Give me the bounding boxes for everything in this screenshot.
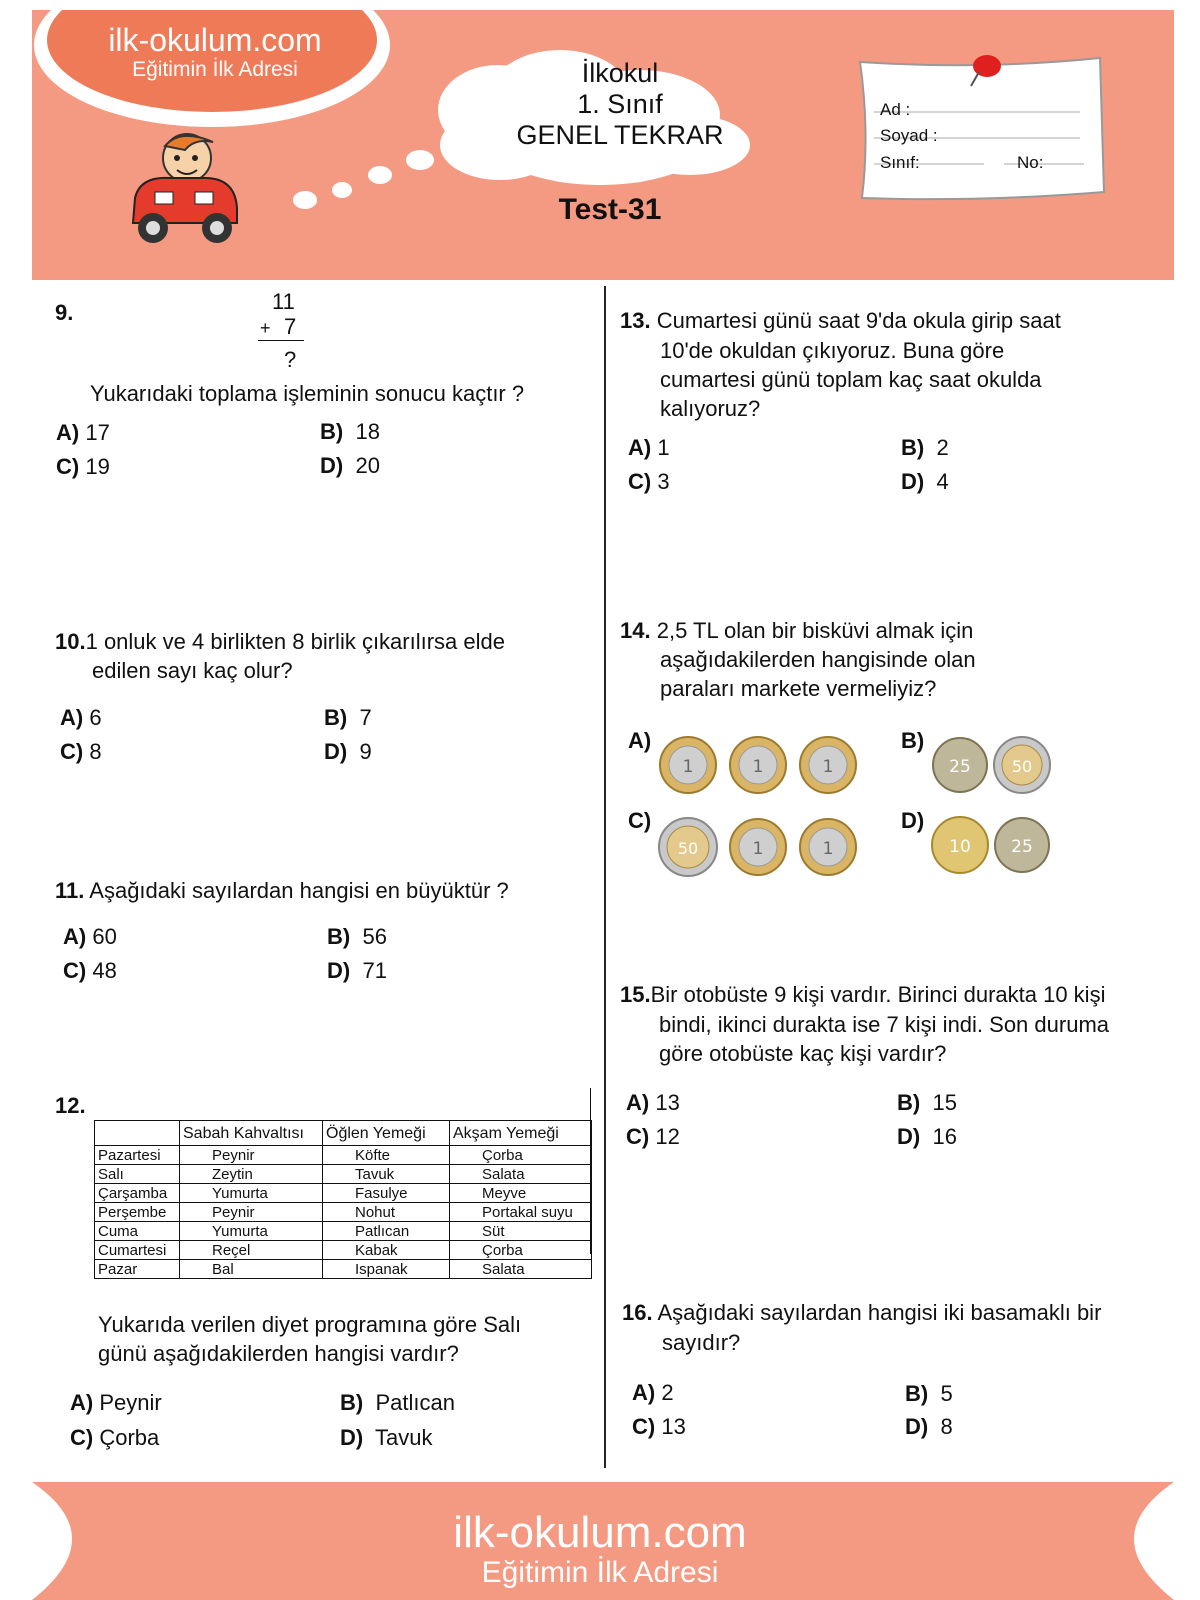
q14-line1 xyxy=(620,616,973,645)
option-letter: A) xyxy=(60,705,84,730)
option-letter: A) xyxy=(628,728,652,753)
q12-line2: günü aşağıdakilerden hangisi vardır? xyxy=(98,1341,459,1366)
q13-line2: 10'de okuldan çıkıyoruz. Buna göre xyxy=(660,338,1005,363)
table-cell: Süt xyxy=(450,1222,592,1241)
q14-coins-a xyxy=(658,734,858,796)
option-letter: D) xyxy=(324,739,348,764)
table-cell: Yumurta xyxy=(180,1222,323,1241)
q14-coins-d xyxy=(930,814,1060,876)
coin-1tl-icon xyxy=(730,819,786,875)
option-value: Tavuk xyxy=(375,1425,433,1450)
option-value: 2 xyxy=(936,435,949,460)
coin-1tl-icon xyxy=(800,737,856,793)
q15-line3: göre otobüste kaç kişi vardır? xyxy=(659,1041,947,1066)
table-header-row xyxy=(95,1121,592,1146)
q12-line1: Yukarıda verilen diyet programına göre Salı xyxy=(98,1312,522,1337)
option-letter: B) xyxy=(324,705,348,730)
option-letter: A) xyxy=(70,1390,94,1415)
table-row xyxy=(95,1222,592,1241)
option-letter: C) xyxy=(70,1425,94,1450)
option-value: Peynir xyxy=(99,1390,162,1415)
q15-number: 15. xyxy=(620,982,651,1007)
q13-number: 13. xyxy=(620,308,651,333)
option-letter: C) xyxy=(632,1414,656,1439)
q13-option-b[interactable] xyxy=(901,435,949,461)
table-cell: Peynir xyxy=(180,1203,323,1222)
q10-line1 xyxy=(55,627,505,656)
table-cell: Salı xyxy=(95,1165,180,1184)
q12-number: 12. xyxy=(55,1093,86,1118)
q11-text: Aşağıdaki sayılardan hangisi en büyüktür ? xyxy=(89,878,509,903)
cloud-line-level: İlkokul xyxy=(581,58,659,88)
q16-option-a[interactable] xyxy=(632,1380,674,1406)
option-value: 56 xyxy=(362,924,387,949)
q9-option-c[interactable] xyxy=(56,454,110,480)
coin-label: 50 xyxy=(1011,757,1033,776)
table-cell: Köfte xyxy=(323,1146,450,1165)
q14-line3: paraları markete vermeliyiz? xyxy=(660,676,937,701)
q10-option-a[interactable] xyxy=(60,705,102,731)
option-value: 8 xyxy=(940,1414,953,1439)
table-cell: Portakal suyu xyxy=(450,1203,592,1222)
table-header-cell: Öğlen Yemeği xyxy=(323,1121,450,1146)
coin-50kurus-icon xyxy=(659,818,717,876)
q13-option-d[interactable] xyxy=(901,469,949,495)
coin-25kurus-icon xyxy=(933,738,987,792)
q10-option-c[interactable] xyxy=(60,739,102,765)
table-cell: Meyve xyxy=(450,1184,592,1203)
q11-number: 11. xyxy=(55,878,85,903)
footer-site-tagline: Eğitimin İlk Adresi xyxy=(481,1556,719,1589)
option-value: 4 xyxy=(936,469,949,494)
number-label: No: xyxy=(1017,153,1044,172)
q13-line3: cumartesi günü toplam kaç saat okulda xyxy=(660,367,1042,392)
table-row xyxy=(95,1146,592,1165)
q9-operand-top: 11 xyxy=(272,289,295,314)
coin-label: 1 xyxy=(682,757,694,777)
cloud-line-subject: GENEL TEKRAR xyxy=(516,120,724,150)
option-letter: B) xyxy=(320,419,344,444)
q14-option-c[interactable] xyxy=(628,808,651,834)
option-value: 8 xyxy=(89,739,102,764)
table-cell: Cumartesi xyxy=(95,1241,180,1260)
q12-option-c[interactable] xyxy=(70,1425,159,1451)
table-cell: Bal xyxy=(180,1260,323,1279)
option-value: Çorba xyxy=(99,1425,160,1450)
q9-number: 9. xyxy=(55,300,74,325)
table-cell: Tavuk xyxy=(323,1165,450,1184)
option-value: 7 xyxy=(359,705,372,730)
option-value: 20 xyxy=(355,453,380,478)
coin-label: 1 xyxy=(822,839,834,859)
option-letter: D) xyxy=(905,1414,929,1439)
option-letter: C) xyxy=(63,958,87,983)
option-letter: B) xyxy=(901,435,925,460)
q15-text: Bir otobüste 9 kişi vardır. Birinci durakta 10 kişi xyxy=(650,982,1106,1007)
option-value: 16 xyxy=(932,1124,957,1149)
q16-option-c[interactable] xyxy=(632,1414,686,1440)
table-header-cell: Akşam Yemeği xyxy=(450,1121,592,1146)
coin-10kurus-icon xyxy=(932,817,988,873)
table-cell: Cuma xyxy=(95,1222,180,1241)
q11-option-c[interactable] xyxy=(63,958,117,984)
table-cell: Reçel xyxy=(180,1241,323,1260)
table-cell: Kabak xyxy=(323,1241,450,1260)
option-letter: B) xyxy=(901,728,925,753)
table-header-cell: Sabah Kahvaltısı xyxy=(180,1121,323,1146)
coin-label: 1 xyxy=(752,839,764,859)
option-letter: C) xyxy=(60,739,84,764)
q15-option-b[interactable] xyxy=(897,1090,957,1116)
option-value: 2 xyxy=(661,1380,674,1405)
coin-label: 1 xyxy=(752,757,764,777)
option-letter: B) xyxy=(327,924,351,949)
option-value: 1 xyxy=(657,435,670,460)
coin-label: 50 xyxy=(677,839,699,858)
option-value: 13 xyxy=(661,1414,686,1439)
option-letter: D) xyxy=(901,808,925,833)
diet-table xyxy=(94,1120,592,1279)
q13-line1 xyxy=(620,306,1061,335)
q16-text: Aşağıdaki sayılardan hangisi iki basamaklı bir xyxy=(657,1300,1102,1325)
coin-label: 25 xyxy=(949,757,971,777)
option-letter: D) xyxy=(897,1124,921,1149)
table-row xyxy=(95,1203,592,1222)
q9-option-b[interactable] xyxy=(320,419,380,445)
option-value: 9 xyxy=(359,739,372,764)
header-site-name: ilk-okulum.com xyxy=(108,22,322,58)
q11-option-b[interactable] xyxy=(327,924,387,950)
q9-plus-sign: + xyxy=(260,318,271,338)
option-value: 13 xyxy=(655,1090,680,1115)
q14-line2: aşağıdakilerden hangisinde olan xyxy=(660,647,976,672)
option-letter: B) xyxy=(340,1390,364,1415)
q16-line1 xyxy=(622,1298,1101,1327)
q14-option-d[interactable] xyxy=(901,808,924,834)
q16-line2: sayıdır? xyxy=(662,1330,741,1355)
coin-label: 10 xyxy=(949,837,971,857)
q15-line1 xyxy=(620,980,1105,1009)
coin-1tl-icon xyxy=(660,737,716,793)
q10-line2: edilen sayı kaç olur? xyxy=(92,658,293,683)
q16-option-b[interactable] xyxy=(905,1381,953,1407)
q15-line2: bindi, ikinci durakta ise 7 kişi indi. Son duruma xyxy=(659,1012,1110,1037)
option-value: 48 xyxy=(92,958,117,983)
q9-operand-bottom: 7 xyxy=(284,314,297,339)
cloud-line-grade: 1. Sınıf xyxy=(577,89,663,119)
table-cell: Pazar xyxy=(95,1260,180,1279)
q12-option-a[interactable] xyxy=(70,1390,162,1416)
cloud-title xyxy=(470,58,770,151)
q14-coins-c xyxy=(658,814,858,880)
q10-text: 1 onluk ve 4 birlikten 8 birlik çıkarılırsa elde xyxy=(85,629,506,654)
pushpin-icon xyxy=(965,52,1005,92)
option-letter: A) xyxy=(626,1090,650,1115)
table-cell: Patlıcan xyxy=(323,1222,450,1241)
q14-coins-b xyxy=(930,734,1060,796)
option-letter: C) xyxy=(56,454,80,479)
q15-option-a[interactable] xyxy=(626,1090,680,1116)
table-cell: Nohut xyxy=(323,1203,450,1222)
option-letter: C) xyxy=(628,469,652,494)
option-value: 60 xyxy=(92,924,117,949)
option-letter: B) xyxy=(905,1381,929,1406)
option-letter: D) xyxy=(901,469,925,494)
q9-text: Yukarıdaki toplama işleminin sonucu kaçtır ? xyxy=(90,381,525,406)
table-row xyxy=(95,1241,592,1260)
option-value: 18 xyxy=(355,419,380,444)
surname-label: Soyad : xyxy=(880,126,938,145)
q9-option-d[interactable] xyxy=(320,453,380,479)
option-value: 17 xyxy=(85,420,110,445)
table-cell: Yumurta xyxy=(180,1184,323,1203)
option-letter: A) xyxy=(63,924,87,949)
q14-option-b[interactable] xyxy=(901,728,924,754)
table-cell: Fasulye xyxy=(323,1184,450,1203)
header-site-tagline: Eğitimin İlk Adresi xyxy=(132,58,298,81)
option-value: 3 xyxy=(657,469,670,494)
cartoon-car-icon xyxy=(125,128,245,253)
q15-option-d[interactable] xyxy=(897,1124,957,1150)
option-letter: D) xyxy=(327,958,351,983)
table-cell: Çorba xyxy=(450,1241,592,1260)
table-cell: Ispanak xyxy=(323,1260,450,1279)
q16-option-d[interactable] xyxy=(905,1414,953,1440)
option-letter: A) xyxy=(628,435,652,460)
coin-1tl-icon xyxy=(800,819,856,875)
q15-option-c[interactable] xyxy=(626,1124,680,1150)
q10-option-d[interactable] xyxy=(324,739,372,765)
q16-number: 16. xyxy=(622,1300,653,1325)
q14-text: 2,5 TL olan bir bisküvi almak için xyxy=(656,618,974,643)
q12-option-d[interactable] xyxy=(340,1425,433,1451)
q13-line4: kalıyoruz? xyxy=(660,396,761,421)
q13-option-a[interactable] xyxy=(628,435,670,461)
option-value: 5 xyxy=(940,1381,953,1406)
table-row xyxy=(95,1184,592,1203)
option-value: 19 xyxy=(85,454,110,479)
coin-50kurus-icon xyxy=(994,737,1050,793)
q13-option-c[interactable] xyxy=(628,469,670,495)
option-letter: A) xyxy=(56,420,80,445)
q9-result: ? xyxy=(284,347,297,372)
q9-option-a[interactable] xyxy=(56,420,110,446)
footer-site-name[interactable]: ilk-okulum.com xyxy=(453,1508,747,1557)
option-letter: D) xyxy=(320,453,344,478)
option-letter: B) xyxy=(897,1090,921,1115)
table-cell: Peynir xyxy=(180,1146,323,1165)
q14-number: 14. xyxy=(620,618,651,643)
table-cell: Perşembe xyxy=(95,1203,180,1222)
table-cell: Pazartesi xyxy=(95,1146,180,1165)
coin-label: 25 xyxy=(1011,837,1033,857)
q10-number: 10. xyxy=(55,629,86,654)
table-row xyxy=(95,1165,592,1184)
table-cell: Zeytin xyxy=(180,1165,323,1184)
q9-sum-line xyxy=(258,340,304,341)
option-value: 71 xyxy=(362,958,387,983)
option-value: 15 xyxy=(932,1090,957,1115)
class-label: Sınıf: xyxy=(880,153,920,172)
table-cell: Çorba xyxy=(450,1146,592,1165)
option-letter: D) xyxy=(340,1425,364,1450)
table-cell: Salata xyxy=(450,1260,592,1279)
q14-option-a[interactable] xyxy=(628,728,651,754)
option-value: 6 xyxy=(89,705,102,730)
q11-line xyxy=(55,876,509,905)
table-cell: Çarşamba xyxy=(95,1184,180,1203)
table-row xyxy=(95,1260,592,1279)
coin-1tl-icon xyxy=(730,737,786,793)
table-header-cell xyxy=(95,1121,180,1146)
coin-label: 1 xyxy=(822,757,834,777)
option-value: Patlıcan xyxy=(375,1390,455,1415)
table-cell: Salata xyxy=(450,1165,592,1184)
test-title: Test-31 xyxy=(558,193,662,226)
option-value: 12 xyxy=(655,1124,680,1149)
option-letter: C) xyxy=(628,808,652,833)
option-letter: A) xyxy=(632,1380,656,1405)
q12-option-b[interactable] xyxy=(340,1390,455,1416)
column-divider xyxy=(604,286,606,1468)
coin-25kurus-icon xyxy=(995,818,1049,872)
option-letter: C) xyxy=(626,1124,650,1149)
name-label: Ad : xyxy=(880,100,911,119)
q11-option-a[interactable] xyxy=(63,924,117,950)
q10-option-b[interactable] xyxy=(324,705,372,731)
q11-option-d[interactable] xyxy=(327,958,387,984)
q13-text: Cumartesi günü saat 9'da okula girip saat xyxy=(656,308,1061,333)
